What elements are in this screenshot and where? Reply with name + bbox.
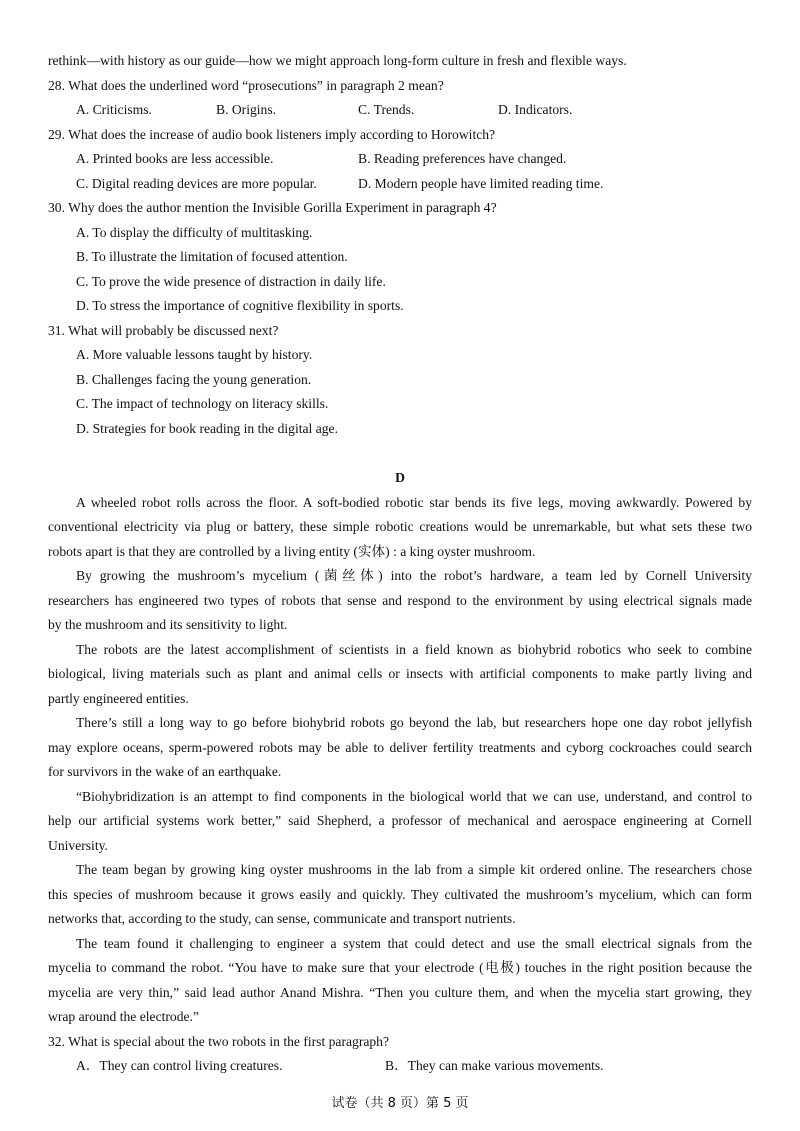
question-28-option-c: C. Trends. <box>358 102 415 117</box>
question-31-option-b: B. Challenges facing the young generation. <box>76 372 312 387</box>
section-heading: D <box>395 470 405 485</box>
passage-line: The team began by growing king oyster mushrooms in the lab from a simple kit ordered online. The researchers chose <box>76 862 752 877</box>
passage-line: help our artificial systems work better,” said Shepherd, a professor of mechanical and aerospace engineering at Cornell <box>48 813 752 828</box>
passage-line: University. <box>48 838 108 853</box>
question-30-option-b: B. To illustrate the limitation of focused attention. <box>76 249 348 264</box>
passage-line: A wheeled robot rolls across the floor. A soft-bodied robotic star bends its five legs, moving awkwardly. Powered by <box>76 495 752 510</box>
passage-line: networks that, according to the study, can sense, communicate and transport nutrients. <box>48 911 516 926</box>
passage-line: researchers has engineered two types of robots that sense and respond to the environment by using electrical signals made <box>48 593 752 608</box>
passage-line: mycelia to command the robot. “You have to make sure that your electrode (电极) touches in the right position because the <box>48 960 752 975</box>
question-31-option-d: D. Strategies for book reading in the digital age. <box>76 421 338 436</box>
passage-line: “Biohybridization is an attempt to find components in the biological world that we can use, understand, and control to <box>76 789 752 804</box>
passage-line: biological, living materials such as plant and animal cells or insects with artificial components to make partly living and <box>48 666 752 681</box>
question-32-option-b: B．They can make various movements. <box>385 1058 604 1073</box>
passage-line: There’s still a long way to go before biohybrid robots go beyond the lab, but researchers hope one day robot jellyfish <box>76 715 752 730</box>
question-28-option-a: A. Criticisms. <box>76 102 152 117</box>
passage-line: for survivors in the wake of an earthquake. <box>48 764 282 779</box>
question-32-option-a: A．They can control living creatures. <box>76 1058 283 1073</box>
passage-line: mycelia are very thin,” said lead author Anand Mishra. “Then you culture them, and when the mycelia start growing, they <box>48 985 752 1000</box>
passage-line: partly engineered entities. <box>48 691 189 706</box>
passage-line: may explore oceans, sperm-powered robots may be able to deliver fertility treatments and cyborg cockroaches could search <box>48 740 752 755</box>
question-28-stem: 28. What does the underlined word “prosecutions” in paragraph 2 mean? <box>48 78 444 93</box>
question-31-stem: 31. What will probably be discussed next? <box>48 323 279 338</box>
question-30-option-c: C. To prove the wide presence of distraction in daily life. <box>76 274 386 289</box>
page-footer: 试卷（共 8 页）第 5 页 <box>331 1096 469 1111</box>
question-32-stem: 32. What is special about the two robots in the first paragraph? <box>48 1034 390 1049</box>
passage-line: this species of mushroom because it grows easily and quickly. They cultivated the mushroom’s mycelium, which can form <box>48 887 752 902</box>
question-28-option-d: D. Indicators. <box>498 102 573 117</box>
question-30-option-a: A. To display the difficulty of multitasking. <box>76 225 313 240</box>
passage-line: The robots are the latest accomplishment of scientists in a field known as biohybrid robotics who seek to combine <box>76 642 752 657</box>
passage-line: robots apart is that they are controlled by a living entity (实体) : a king oyster mushroom. <box>48 544 536 559</box>
question-29-option-b: B. Reading preferences have changed. <box>358 151 567 166</box>
question-30-stem: 30. Why does the author mention the Invisible Gorilla Experiment in paragraph 4? <box>48 200 497 215</box>
passage-line: wrap around the electrode.” <box>48 1009 199 1024</box>
passage-line: conventional electricity via plug or battery, these simple robotic creations would be unremarkable, but what sets these two <box>48 519 752 534</box>
question-31-option-c: C. The impact of technology on literacy skills. <box>76 396 329 411</box>
passage-line: by the mushroom and its sensitivity to light. <box>48 617 288 632</box>
question-29-option-d: D. Modern people have limited reading time. <box>358 176 604 191</box>
question-30-option-d: D. To stress the importance of cognitive flexibility in sports. <box>76 298 404 313</box>
passage-line: The team found it challenging to engineer a system that could detect and use the small electrical signals from the <box>76 936 752 951</box>
intro-line: rethink—with history as our guide—how we might approach long-form culture in fresh and flexible ways. <box>48 53 627 68</box>
question-28-option-b: B. Origins. <box>216 102 277 117</box>
question-29-option-c: C. Digital reading devices are more popular. <box>76 176 317 191</box>
question-31-option-a: A. More valuable lessons taught by history. <box>76 347 313 362</box>
question-29-option-a: A. Printed books are less accessible. <box>76 151 274 166</box>
question-29-stem: 29. What does the increase of audio book listeners imply according to Horowitch? <box>48 127 496 142</box>
passage-line: By growing the mushroom’s mycelium (菌丝体) into the robot’s hardware, a team led by Cornell University <box>76 568 752 583</box>
